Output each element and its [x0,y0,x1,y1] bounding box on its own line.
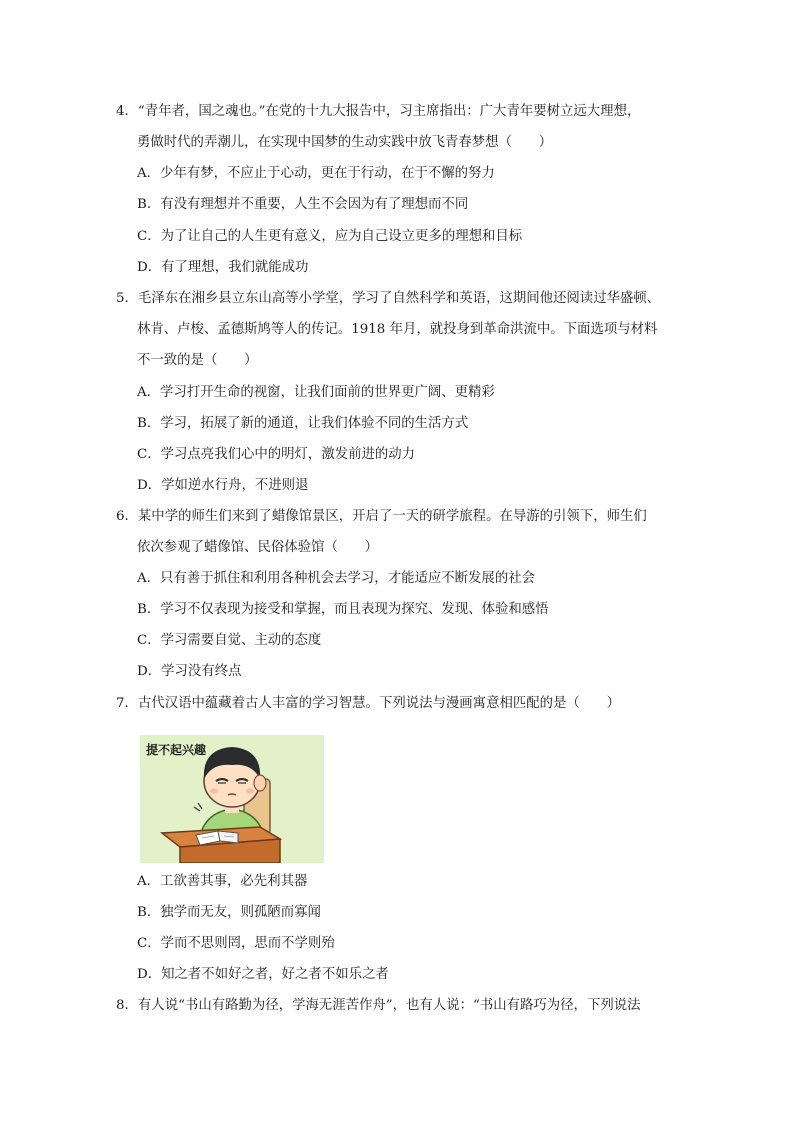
question-4-option-c: C．为了让自己的人生更有意义，应为自己设立更多的理想和目标 [137,229,523,244]
question-5-stem-line-2: 林肯、卢梭、孟德斯鸠等人的传记。1918 年月，就投身到革命洪流中。下面选项与材料 [137,322,658,337]
question-4-option-b: B．有没有理想并不重要，人生不会因为有了理想而不同 [137,197,469,212]
question-7-option-a: A．工欲善其事，必先利其器 [137,874,308,889]
question-5-option-b: B．学习，拓展了新的通道，让我们体验不同的生活方式 [137,416,469,431]
cartoon-illustration [140,735,324,863]
question-5-option-a: A．学习打开生命的视窗，让我们面前的世界更广阔、更精彩 [137,385,495,400]
question-8-stem-line-1: 8．有人说“书山有路勤为径，学海无涯苦作舟”，也有人说：“书山有路巧为径，下列说法 [116,998,641,1013]
question-5-option-c: C．学习点亮我们心中的明灯，激发前进的动力 [137,447,416,462]
question-4-option-a: A．少年有梦，不应止于心动，更在于行动，在于不懈的努力 [137,166,495,181]
question-6-option-b: B．学习不仅表现为接受和掌握，而且表现为探究、发现、体验和感悟 [137,602,549,617]
question-4-option-d: D．有了理想，我们就能成功 [137,260,309,275]
question-5-stem-line-3: 不一致的是（ ） [137,353,258,368]
question-4-stem-line-2: 勇做时代的弄潮儿，在实现中国梦的生动实践中放飞青春梦想（ ） [137,135,553,150]
question-5-option-d: D．学如逆水行舟，不进则退 [137,478,309,493]
question-6-option-a: A．只有善于抓住和利用各种机会去学习，才能适应不断发展的社会 [137,571,535,586]
question-6-stem-line-2: 依次参观了蜡像馆、民俗体验馆（ ） [137,540,379,555]
question-7-stem-line-1: 7．古代汉语中蕴藏着古人丰富的学习智慧。下列说法与漫画寓意相匹配的是（ ） [116,696,620,711]
question-4-stem-line-1: 4．“青年者，国之魂也。”在党的十九大报告中，习主席指出：广大青年要树立远大理想， [116,104,641,119]
question-5-stem-line-1: 5．毛泽东在湘乡县立东山高等小学堂，学习了自然科学和英语，这期间他还阅读过华盛顿、 [116,291,661,306]
question-7-option-b: B．独学而无友，则孤陋而寡闻 [137,905,321,920]
question-6-stem-line-1: 6．某中学的师生们来到了蜡像馆景区，开启了一天的研学旅程。在导游的引领下，师生们 [116,509,647,524]
question-6-option-c: C．学习需要自觉、主动的态度 [137,633,322,648]
illustration-caption: 提不起兴趣 [146,743,207,757]
question-7-option-d: D．知之者不如好之者，好之者不如乐之者 [137,967,389,982]
question-6-option-d: D．学习没有终点 [137,664,242,679]
question-7-option-c: C．学而不思则罔，思而不学则殆 [137,936,335,951]
